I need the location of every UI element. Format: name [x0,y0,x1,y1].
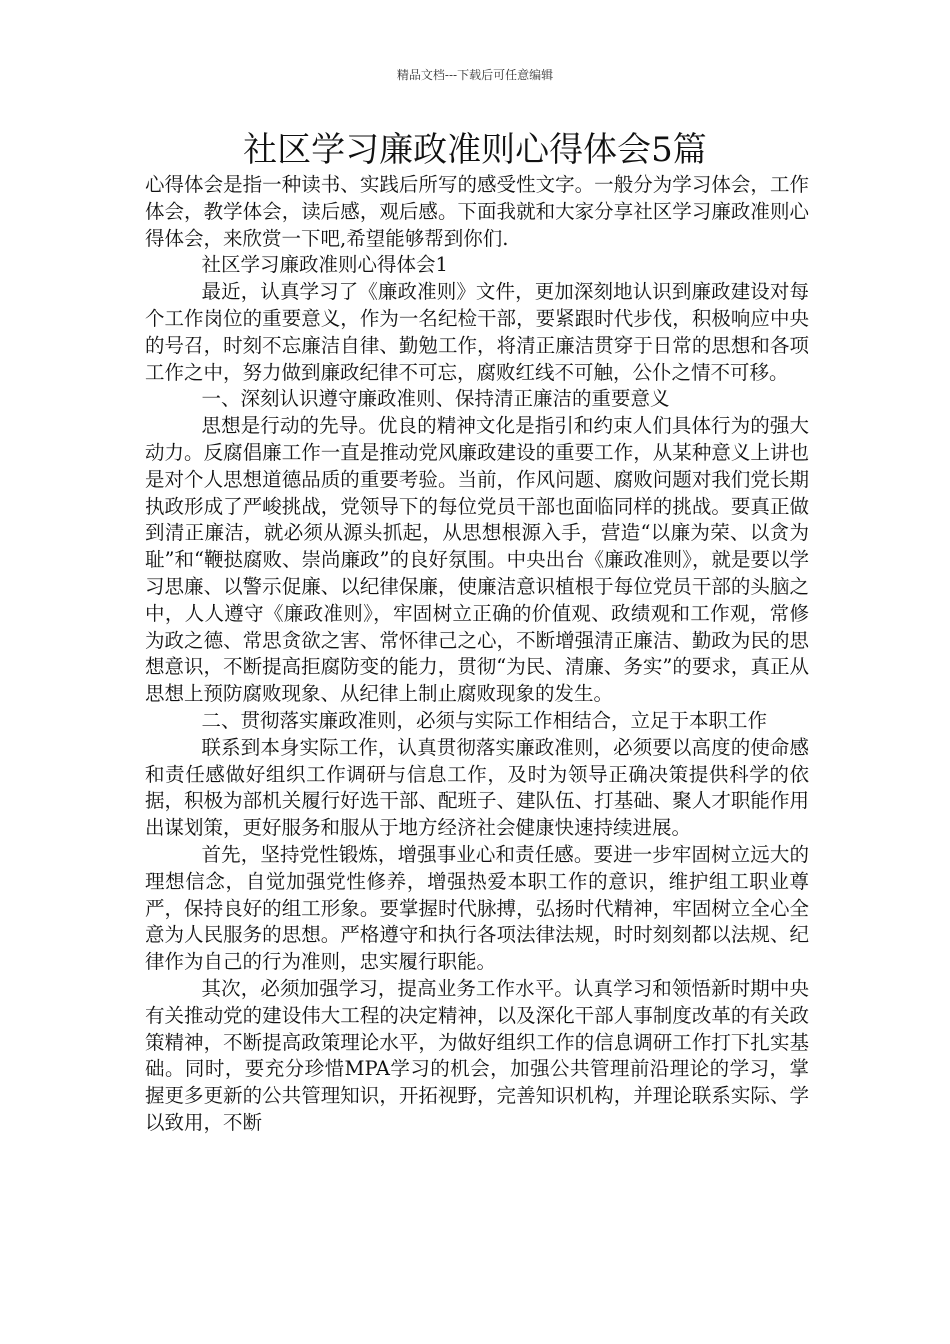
page-header-note: 精品文档---下载后可任意编辑 [396,68,554,82]
subsection-heading: 二、贯彻落实廉政准则，必须与实际工作相结合，立足于本职工作 [201,708,768,732]
paragraph: 思想是行动的先导。优良的精神文化是指引和约束人们具体行为的强大动力。反腐倡廉工作一直是推动党风廉政建设的重要工作，从某种意义上讲也是对个人思想道德品质的重要考验。当前，作风问题、腐败问题对我们党长期执政形成了严峻挑战，党领导下的每位党员干部也面临同样的挑战。要真正做到清正廉洁，就必须从源头抓起，从思想根源入手，营造“以廉为荣、以贪为耻”和“鞭挞腐败、崇尚廉政”的良好氛围。中央出台《廉政准则》，就是要以学习思廉、以警示促廉、以纪律保廉，使廉洁意识植根于每位党员干部的头脑之中，人人遵守《廉政准则》，牢固树立正确的价值观、政绩观和工作观，常修为政之德、常思贪欲之害、常怀律己之心，不断增强清正廉洁、勤政为民的思想意识，不断提高拒腐防变的能力，贯彻“为民、清廉、务实”的要求，真正从思想上预防腐败现象、从纪律上制止腐败现象的发生。 [145,414,809,706]
paragraph-intro: 心得体会是指一种读书、实践后所写的感受性文字。一般分为学习体会，工作体会，教学体会，读后感，观后感。下面我就和大家分享社区学习廉政准则心得体会，来欣赏一下吧,希望能够帮到你们. [145,173,809,250]
paragraph: 最近，认真学习了《廉政准则》文件，更加深刻地认识到廉政建设对每个工作岗位的重要意义，作为一名纪检干部，要紧跟时代步伐，积极响应中央的号召，时刻不忘廉洁自律、勤勉工作，将清正廉洁贯穿于日常的思想和各项工作之中，努力做到廉政纪律不可忘，腐败红线不可触，公仆之情不可移。 [145,280,809,384]
paragraph: 联系到本身实际工作，认真贯彻落实廉政准则，必须要以高度的使命感和责任感做好组织工作调研与信息工作，及时为领导正确决策提供科学的依据，积极为部机关履行好选干部、配班子、建队伍、打基础、聚人才职能作用出谋划策，更好服务和服从于地方经济社会健康快速持续进展。 [145,735,809,840]
paragraph: 其次，必须加强学习，提高业务工作水平。认真学习和领悟新时期中央有关推动党的建设伟大工程的决定精神，以及深化干部人事制度改革的有关政策精神，不断提高政策理论水平，为做好组织工作的信息调研工作打下扎实基础。同时，要充分珍惜MPA学习的机会，加强公共管理前沿理论的学习，掌握更多更新的公共管理知识，开拓视野，完善知识机构，并理论联系实际、学以致用，不断 [145,976,809,1134]
document-title: 社区学习廉政准则心得体会5篇 [243,130,707,170]
document-body [145,172,809,1137]
section-heading-1: 社区学习廉政准则心得体会1 [201,253,448,277]
paragraph: 首先，坚持党性锻炼，增强事业心和责任感。要进一步牢固树立远大的理想信念，自觉加强党性修养，增强热爱本职工作的意识，维护组工职业尊严，保持良好的组工形象。要掌握时代脉搏，弘扬时代精神，牢固树立全心全意为人民服务的思想。严格遵守和执行各项法律法规，时时刻刻都以法规、纪律作为自己的行为准则，忠实履行职能。 [145,842,809,974]
subsection-heading: 一、深刻认识遵守廉政准则、保持清正廉洁的重要意义 [201,387,670,411]
